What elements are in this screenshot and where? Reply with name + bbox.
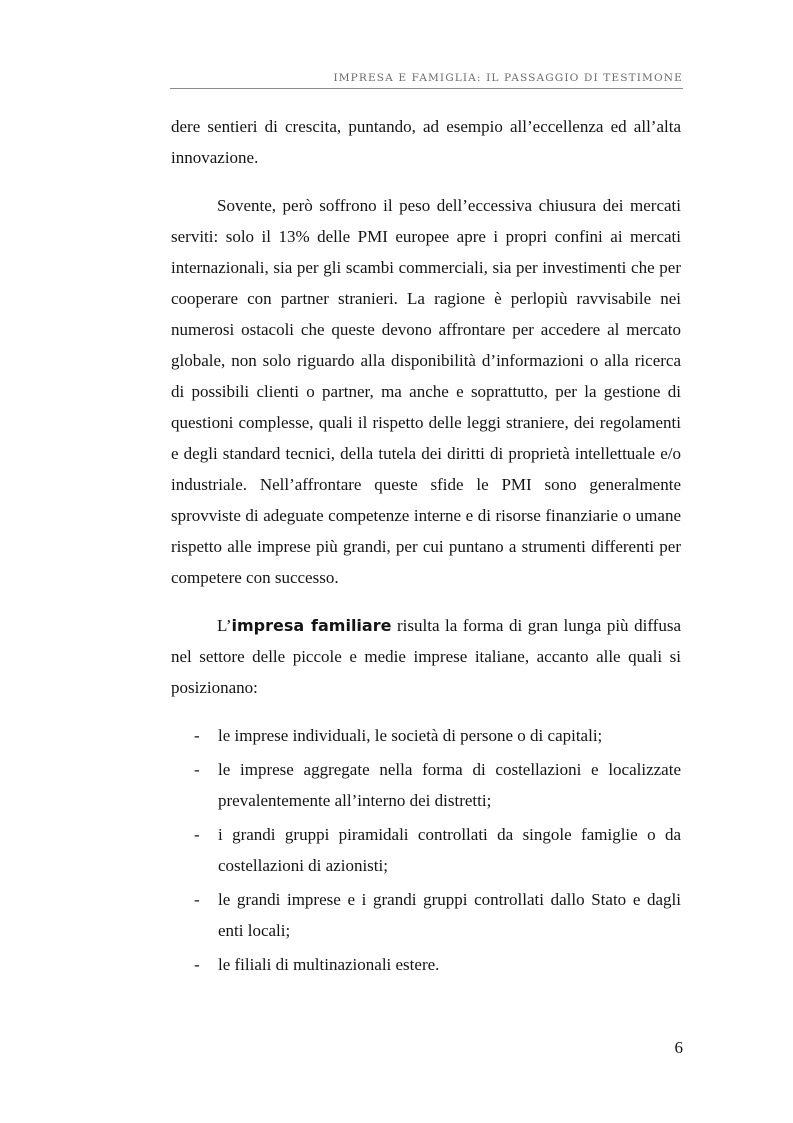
list-item <box>171 720 681 751</box>
list-item <box>171 884 681 946</box>
list-bullet: - <box>194 726 200 745</box>
highlighted-term: impresa familiare <box>231 616 392 635</box>
running-header: IMPRESA E FAMIGLIA: IL PASSAGGIO DI TESTIMONE <box>333 72 683 84</box>
list-item <box>171 819 681 881</box>
list-bullet: - <box>194 760 200 779</box>
list-item-text: le imprese aggregate nella forma di costellazioni e localizzate prevalentemente all’interno dei distretti; <box>218 760 681 810</box>
list-item-text: i grandi gruppi piramidali controllati da singole famiglie o da costellazioni di azionisti; <box>218 825 681 875</box>
paragraph-family-business <box>171 610 681 703</box>
header-rule <box>170 88 683 89</box>
paragraph-market-closure: Sovente, però soffrono il peso dell’eccessiva chiusura dei mercati serviti: solo il 13% delle PMI europee apre i propri confini ai mercati internazionali, sia per gli scambi commerciali, sia per investimenti che per cooperare con partner stranieri. La ragione è perlopiù ravvisabile nei numerosi ostacoli che queste devono affrontare per accedere al mercato globale, non solo riguardo alla disponibilità d’informazioni o alla ricerca di possibili clienti o partner, ma anche e soprattutto, per la gestione di questioni complesse, quali il rispetto delle leggi straniere, dei regolamenti e degli standard tecnici, della tutela dei diritti di proprietà intellettuale e/o industriale. Nell’affrontare queste sfide le PMI sono generalmente sprovviste di adeguate competenze interne e di risorse finanziarie o umane rispetto alle imprese più grandi, per cui puntano a strumenti differenti per competere con successo. <box>171 196 681 587</box>
page-number: 6 <box>674 1038 683 1057</box>
list-bullet: - <box>194 955 200 974</box>
page-body <box>171 111 681 983</box>
list-item <box>171 754 681 816</box>
paragraph-text: risulta la forma di gran lunga più diffusa nel settore delle piccole e medie imprese italiane, accanto alle quali si posizionano: <box>171 616 682 697</box>
list-bullet: - <box>194 825 200 844</box>
enterprise-types-list <box>171 720 681 980</box>
list-bullet: - <box>194 890 200 909</box>
paragraph-continuation: dere sentieri di crescita, puntando, ad esempio all’eccellenza ed all’alta innovazione. <box>171 117 681 167</box>
paragraph-prefix: L’ <box>217 616 232 635</box>
list-item-text: le imprese individuali, le società di persone o di capitali; <box>218 726 603 745</box>
list-item-text: le grandi imprese e i grandi gruppi controllati dallo Stato e dagli enti locali; <box>218 890 681 940</box>
list-item-text: le filiali di multinazionali estere. <box>218 955 440 974</box>
list-item <box>171 949 681 980</box>
